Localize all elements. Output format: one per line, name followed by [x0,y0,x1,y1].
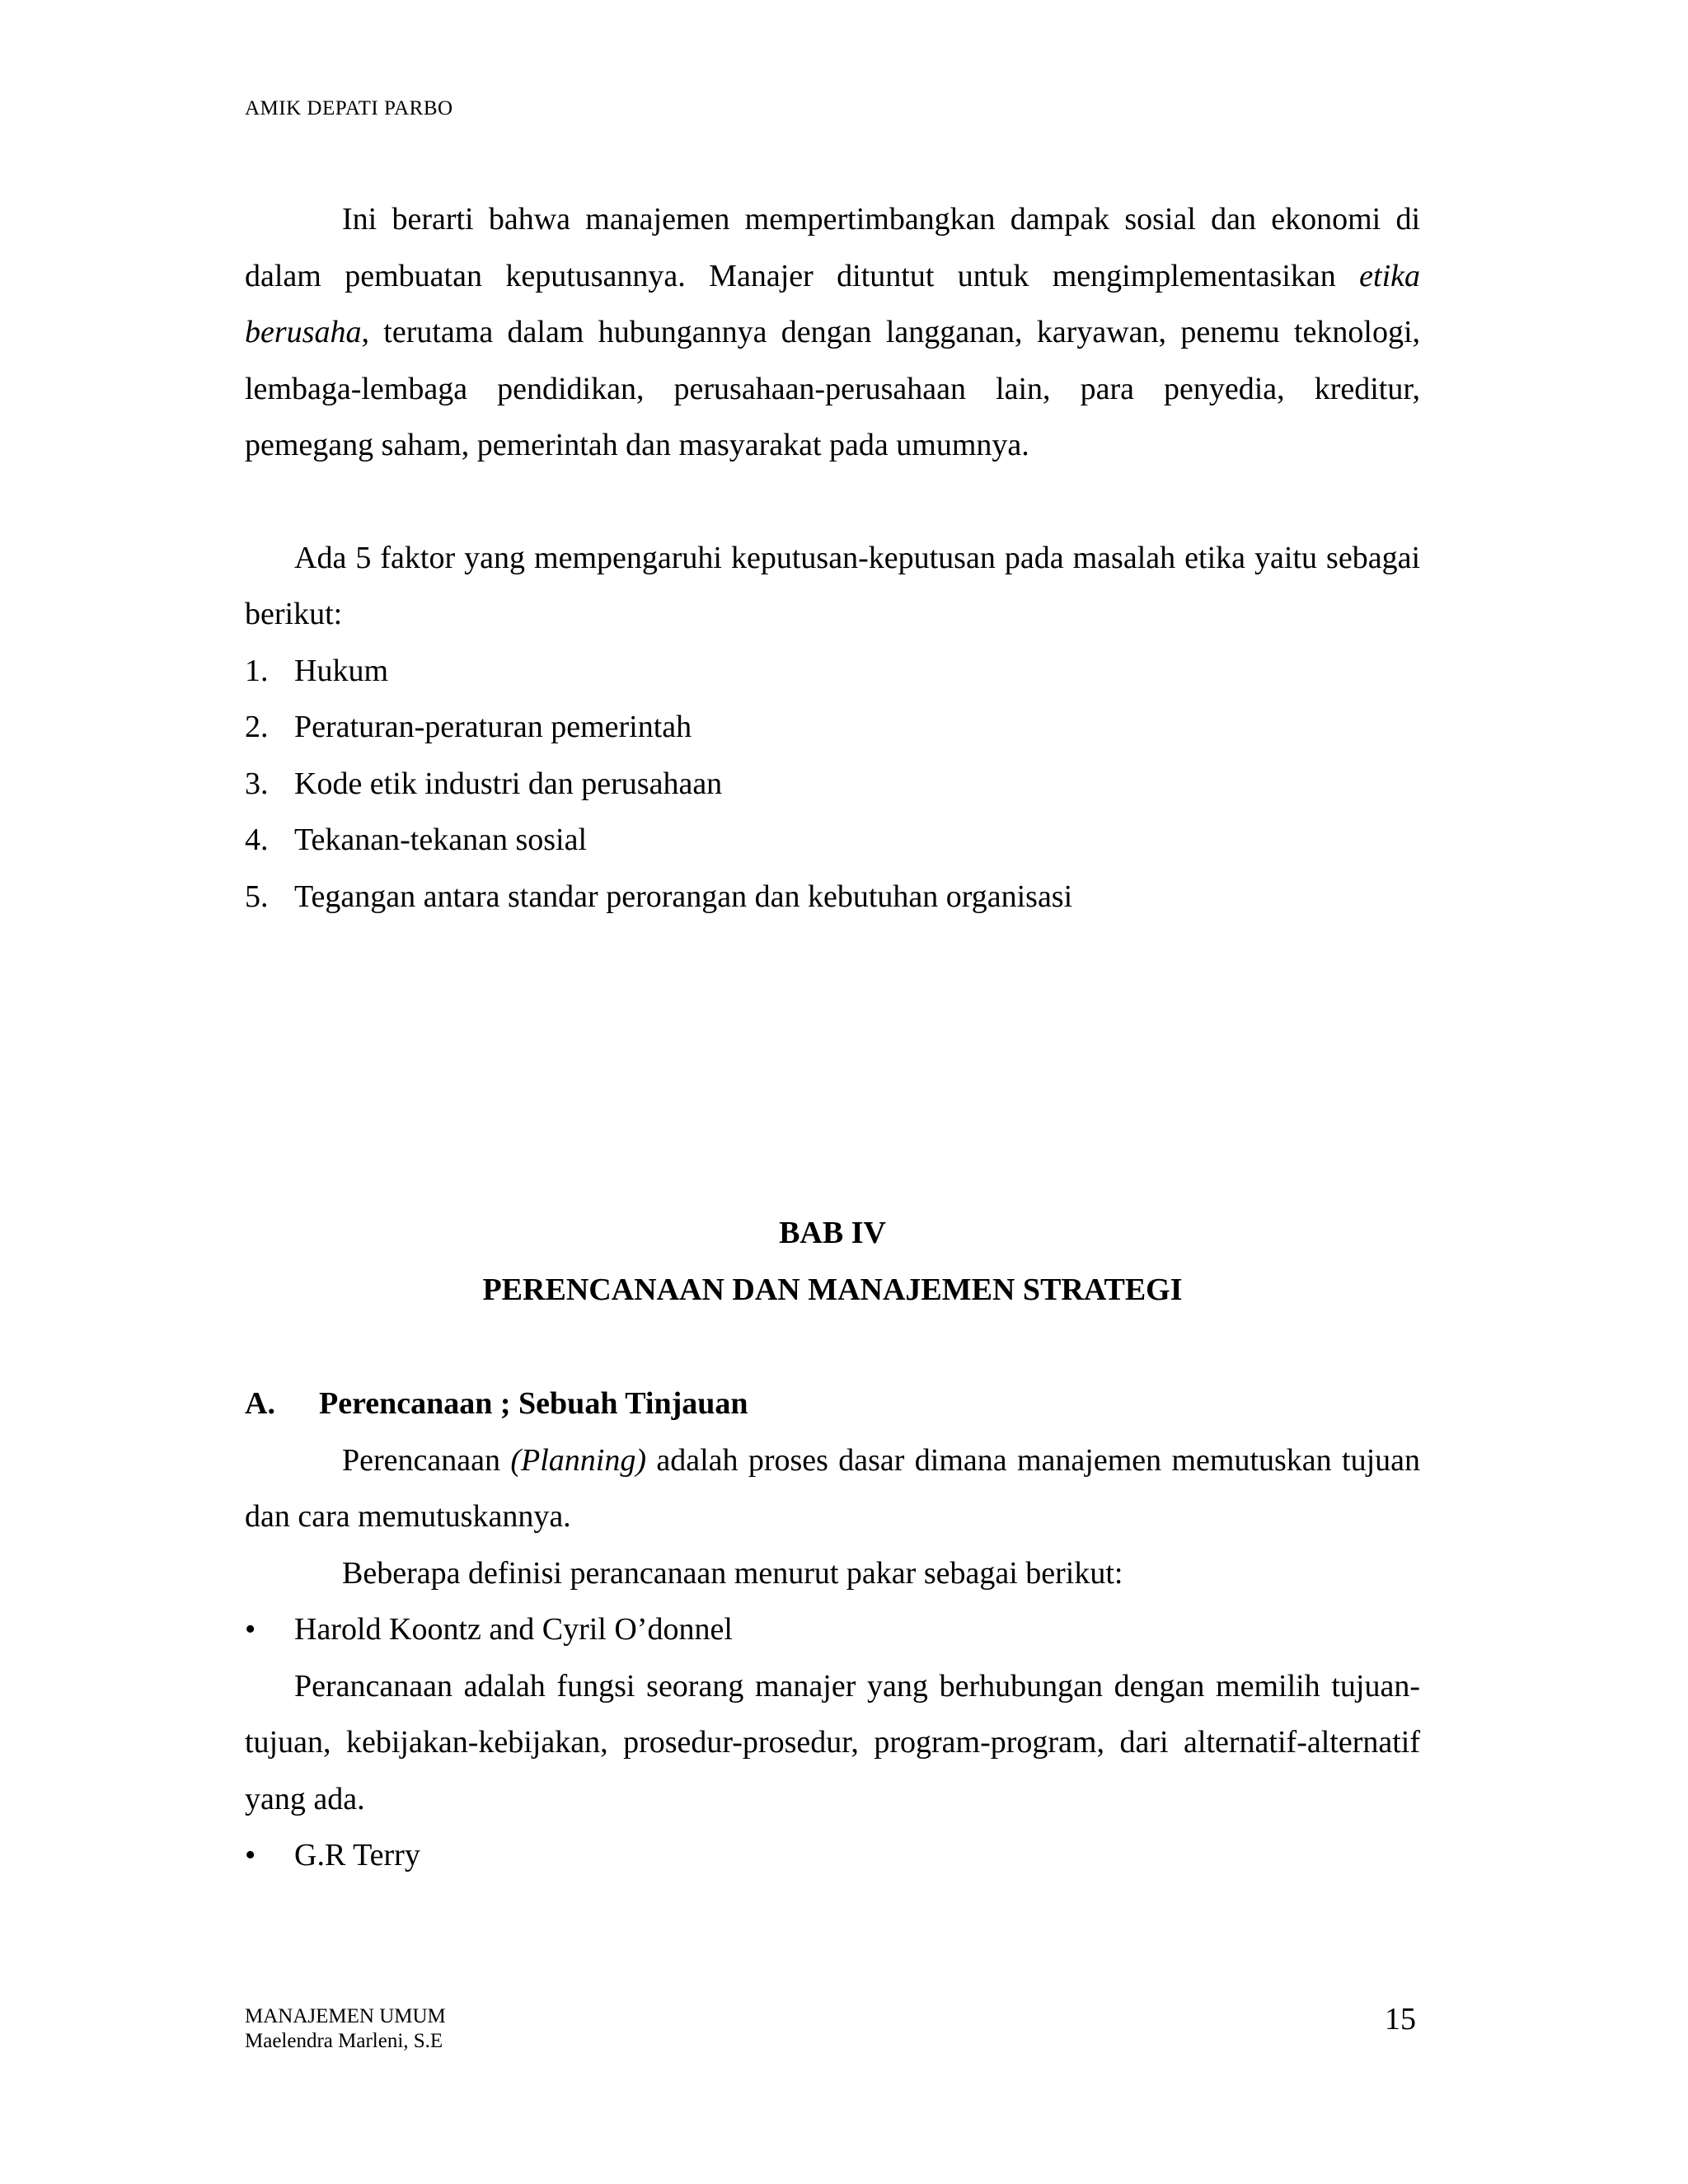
section-letter: A. [245,1386,275,1421]
bullet-icon: • [245,1612,256,1647]
planning-definition-italic: (Planning) [510,1442,646,1478]
paragraph-ethics-text-end: , terutama dalam hubungannya dengan langganan, karyawan, penemu teknologi, lembaga-lembaga pendidikan, perusahaan-perusahaan lain, para penyedia, kreditur, pemegang saham, pemerintah dan masyarakat pada umumnya. [245,315,1420,462]
list-item-number: 5. [245,879,269,914]
footer-course-title: MANAJEMEN UMUM [245,2005,446,2027]
list-item-text: Hukum [294,653,388,688]
paragraph-koontz-definition: Perancanaan adalah fungsi seorang manajer yang berhubungan dengan memilih tujuan-tujuan, kebijakan-kebijakan, prosedur-prosedur, program-program, dari alternatif-alternatif yang ada. [245,1668,1420,1816]
list-item-number: 3. [245,766,269,801]
chapter-heading [245,1205,1420,1318]
list-item-number: 2. [245,710,269,744]
list-item-text: Tekanan-tekanan sosial [294,823,588,857]
section-title: Perencanaan ; Sebuah Tinjauan [319,1386,748,1421]
chapter-title: PERENCANAAN DAN MANAJEMEN STRATEGI [482,1272,1183,1307]
list-item-text: Harold Koontz and Cyril O’donnel [294,1612,733,1647]
list-item-text: Kode etik industri dan perusahaan [294,766,723,801]
running-header: AMIK DEPATI PARBO [245,97,453,120]
paragraph-five-factors-intro: Ada 5 faktor yang mempengaruhi keputusan-keputusan pada masalah etika yaitu sebagai berikut: [245,540,1420,631]
paragraph-planning-definition [245,1432,1420,1545]
experts-list-2 [245,1827,1420,1884]
bullet-icon: • [245,1838,256,1872]
experts-list-1 [245,1601,1420,1658]
chapter-number: BAB IV [779,1216,886,1250]
page-number: 15 [1385,2002,1416,2036]
list-item-text: Peraturan-peraturan pemerintah [294,710,692,744]
page-body [245,191,1420,1884]
list-item [245,1827,1420,1884]
list-item [245,643,1420,700]
list-item-number: 4. [245,823,269,857]
section-heading [245,1376,1420,1432]
list-item [245,699,1420,756]
planning-definition-end: adalah proses dasar dimana manajemen memutuskan tujuan dan cara memutuskannya. [245,1442,1420,1534]
factors-list [245,643,1420,926]
list-item [245,1601,1420,1658]
list-item [245,756,1420,813]
footer-author: Maelendra Marleni, S.E [245,2030,443,2052]
list-item [245,812,1420,869]
list-item-text: G.R Terry [294,1838,420,1872]
paragraph-ethics-text-start: Ini berarti bahwa manajemen mempertimbangkan dampak sosial dan ekonomi di dalam pembuatan keputusannya. Manajer dituntut untuk mengimplementasikan [245,202,1420,293]
paragraph-experts-intro: Beberapa definisi perancanaan menurut pakar sebagai berikut: [342,1555,1123,1591]
paragraph-ethics-italic-term: etika berusaha [245,258,1420,349]
list-item [245,869,1420,926]
running-footer [245,2004,446,2054]
list-item-number: 1. [245,653,269,688]
paragraph-ethics-implementation [245,191,1420,474]
planning-definition-start: Perencanaan [342,1442,511,1478]
list-item-text: Tegangan antara standar perorangan dan kebutuhan organisasi [294,879,1073,914]
